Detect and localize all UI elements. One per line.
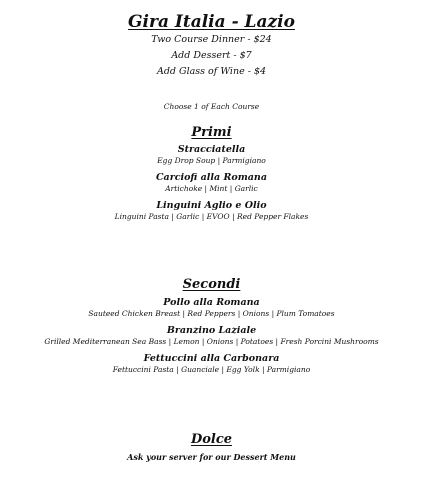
dish-name: Branzino Laziale: [166, 325, 257, 336]
price-add-dessert: Add Dessert - $7: [171, 50, 252, 61]
dish-description: Artichoke | Mint | Garlic: [165, 184, 258, 193]
dish-name: Fettuccini alla Carbonara: [143, 353, 280, 364]
dish-description: Sauteed Chicken Breast | Red Peppers | Onions | Plum Tomatoes: [88, 309, 335, 318]
menu-title: Gira Italia - Lazio: [128, 12, 295, 32]
dish-description: Linguini Pasta | Garlic | EVOO | Red Pepper Flakes: [114, 212, 309, 221]
dish-name: Stracciatella: [177, 144, 246, 155]
section-heading-secondi: Secondi: [182, 277, 241, 292]
price-two-course: Two Course Dinner - $24: [151, 34, 272, 45]
dish-name: Carciofi alla Romana: [155, 172, 267, 183]
price-add-wine: Add Glass of Wine - $4: [156, 66, 267, 77]
dish-description: Egg Drop Soup | Parmigiano: [157, 156, 266, 165]
dish-description: Grilled Mediterranean Sea Bass | Lemon | Onions | Potatoes | Fresh Porcini Mushrooms: [44, 337, 379, 346]
dish-description: Fettuccini Pasta | Guanciale | Egg Yolk | Parmigiano: [112, 365, 311, 374]
dish-name: Linguini Aglio e Olio: [156, 200, 267, 211]
dessert-note: Ask your server for our Dessert Menu: [127, 452, 296, 462]
dish-name: Pollo alla Romana: [163, 297, 260, 308]
course-instruction: Choose 1 of Each Course: [163, 102, 260, 111]
section-heading-dolce: Dolce: [190, 432, 233, 447]
section-heading-primi: Primi: [191, 125, 232, 140]
